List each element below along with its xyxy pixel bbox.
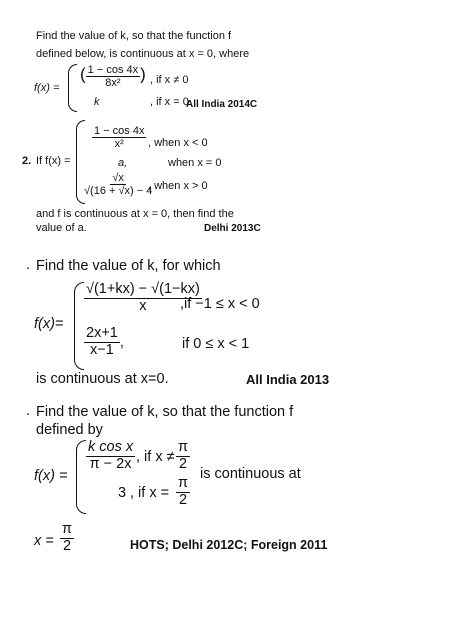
q2-intro: If f(x) = [36, 155, 71, 167]
q2-source: Delhi 2013C [204, 223, 261, 234]
q3-case2-comma: , [119, 334, 124, 351]
q4-case1-denominator: π − 2x [89, 455, 132, 472]
q1-case2-value: k [94, 96, 100, 108]
q3-case1-denominator: x [139, 297, 147, 314]
q4-case1 [86, 440, 135, 473]
q2-case2-value: a, [118, 157, 128, 169]
q4-x-pi-numerator: π [62, 521, 73, 537]
q1-line2: defined below, is continuous at x = 0, where [36, 48, 250, 60]
q4-case2-pi-numerator: π [178, 475, 189, 491]
q4-case1-pi-denominator: 2 [178, 455, 188, 472]
q3-case2-condition: if 0 ≤ x < 1 [182, 336, 250, 352]
q1-line1: Find the value of k, so that the function f [36, 30, 232, 42]
q4-case1-pi [176, 440, 190, 473]
q3-marker: . [26, 257, 31, 273]
q2-case3-numerator: √x [112, 172, 124, 184]
q3-brace [74, 282, 84, 370]
q2-case1-condition: , when x < 0 [148, 137, 208, 149]
q1-source: All India 2014C [186, 99, 258, 110]
q3-case2-denominator: x−1 [90, 341, 114, 358]
q1-case1-condition: , if x ≠ 0 [150, 74, 189, 86]
q4-line1: Find the value of k, so that the function f [36, 404, 294, 420]
q4-case2-condition: , if x = [130, 485, 170, 501]
q4-after-text: is continuous at [200, 466, 301, 482]
q4-x-pi-denominator: 2 [62, 537, 72, 554]
q2-line2: value of a. [36, 222, 87, 234]
q4-case2-pi-denominator: 2 [178, 491, 188, 508]
q4-x-value [60, 522, 74, 555]
q2-number: 2. [22, 155, 32, 167]
q2-case3-denominator: √(16 + √x) − 4 [84, 185, 153, 198]
q2-case3-condition: , when x > 0 [148, 180, 208, 192]
q4-case2-value: 3 [118, 485, 127, 501]
q4-marker: . [26, 403, 31, 419]
q4-brace [76, 440, 86, 514]
q3-line2: is continuous at x=0. [36, 371, 169, 387]
q2-case3 [82, 172, 154, 197]
q3-function-label: f(x)= [34, 316, 64, 332]
q1-case1: ( $\frac{1 - \cos 4x}{\text{8x²}}$ ) [80, 64, 146, 90]
q1-case1-numerator: 1 − cos 4x [87, 64, 139, 76]
q3-case2 [84, 326, 124, 359]
q1-case1-denominator: 8x² [105, 77, 121, 90]
q4-function-label: f(x) = [34, 468, 68, 484]
q4-x-label: x = [34, 533, 54, 549]
q3-case2-numerator: 2x+1 [86, 325, 118, 341]
q4-case2-pi [176, 476, 190, 509]
q4-case1-condition: , if x ≠ [136, 449, 175, 465]
q2-case1-denominator: x² [114, 138, 124, 151]
q4-line2: defined by [36, 422, 103, 438]
q3-line1: Find the value of k, for which [36, 258, 221, 274]
q4-case1-numerator: k cos x [88, 439, 134, 455]
q3-case1-numerator: √(1+kx) − √(1−kx) [86, 281, 200, 297]
q2-case2-condition: when x = 0 [168, 157, 222, 169]
q1-brace [68, 64, 77, 112]
q2-case1 [92, 125, 146, 150]
q2-case1-numerator: 1 − cos 4x [94, 125, 145, 137]
q3-source: All India 2013 [246, 372, 330, 387]
q1-function-label: f(x) = [34, 82, 60, 94]
q4-source: HOTS; Delhi 2012C; Foreign 2011 [130, 538, 328, 552]
q2-line1: and f is continuous at x = 0, then find the [36, 208, 234, 220]
q4-case1-pi-numerator: π [178, 439, 189, 455]
q1-case2-condition: , if x = 0 [150, 96, 189, 108]
q3-case1-condition: ,if −1 ≤ x < 0 [180, 296, 260, 312]
